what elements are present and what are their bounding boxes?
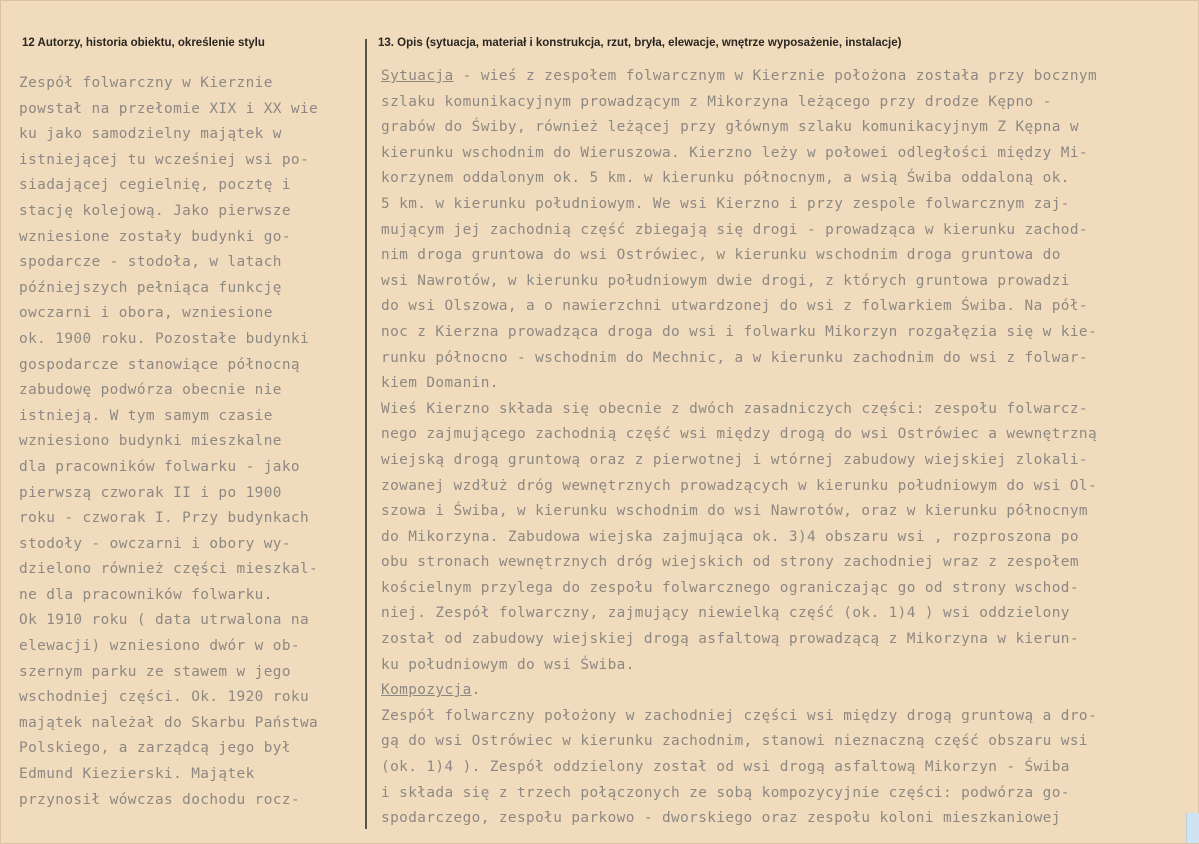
text-line <box>381 678 1193 704</box>
text-line: pierwszą czworak II i po 1900 <box>19 484 282 501</box>
text-line: wiejską drogą gruntową oraz z pierwotnej i wtórnej zabudowy wiejskiej zlokali- <box>381 451 1088 468</box>
text-line: spodarcze - stodoła, w latach <box>19 254 282 271</box>
text-line: szlaku komunikacyjnym prowadzącym z Mikorzyna leżącego przy drodze Kępno - <box>381 93 1052 110</box>
text-line: nego zajmującego zachodnią część wsi między drogą do wsi Ostrówiec a wewnętrzną <box>381 426 1098 443</box>
text-line: istnieją. W tym samym czasie <box>19 407 273 424</box>
text-line: kościelnym przylega do zespołu folwarcznego ograniczając go od strony wschod- <box>381 579 1079 596</box>
left-section-header: 12 Autorzy, historia obiektu, określenie stylu <box>22 37 265 49</box>
text-line: został od zabudowy wiejskiej drogą asfaltową prowadzącą z Mikorzyna w kierun- <box>381 631 1079 648</box>
text-line: przynosił wówczas dochodu rocz- <box>19 791 300 808</box>
text-line: do Mikorzyna. Zabudowa wiejska zajmująca ok. 3)4 obszaru wsi , rozproszona po <box>381 528 1079 545</box>
text-line: szowa i Świba, w kierunku wschodnim do wsi Nawrotów, oraz w kierunku północnym <box>381 503 1088 520</box>
text-line: owczarni i obora, wzniesione <box>19 305 273 322</box>
text-line: do wsi Olszowa, a o nawierzchni utwardzonej do wsi z folwarkiem Świba. Na pół- <box>381 298 1088 315</box>
text-line: ne dla pracowników folwarku. <box>19 586 273 603</box>
text-line: roku - czworak I. Przy budynkach <box>19 510 310 527</box>
text-line: wschodniej części. Ok. 1920 roku <box>19 689 310 706</box>
text-line: zowanej wzdłuż dróg wewnętrznych prowadzących w kierunku południowym do wsi Ol- <box>381 477 1098 494</box>
text-line: majątek należał do Skarbu Państwa <box>19 714 319 731</box>
composition-paragraph <box>381 704 1193 832</box>
text-line: runku północno - wschodnim do Mechnic, a w kierunku zachodnim do wsi z folwar- <box>381 349 1088 366</box>
text-line: Zespół folwarczny położony w zachodniej części wsi między drogą gruntową a dro- <box>381 707 1098 724</box>
text-line: Ok 1910 roku ( data utrwalona na <box>19 612 310 629</box>
text-line: i składa się z trzech połączonych ze sobą kompozycyjnie części: podwórza go- <box>381 784 1070 801</box>
text-line: Polskiego, a zarządcą jego był <box>19 740 291 757</box>
text-line-rest: - wieś z zespołem folwarcznym w Kierznie położona została przy bocznym <box>453 68 1098 84</box>
text-line: kiem Domanin. <box>381 375 499 392</box>
history-text <box>19 71 359 813</box>
text-line: Zespół folwarczny w Kierznie <box>19 75 273 91</box>
text-line: kierunku wschodnim do Wieruszowa. Kierzno leży w połowei odległości między Mi- <box>381 144 1088 161</box>
text-line: gą do wsi Ostrówiec w kierunku zachodnim, stanowi nieznaczną część obszaru wsi <box>381 733 1088 750</box>
text-line: stodoły - owczarni i obory wy- <box>19 535 291 552</box>
text-line: stację kolejową. Jako pierwsze <box>19 202 291 219</box>
column-divider <box>365 39 367 829</box>
text-line: niej. Zespół folwarczny, zajmujący niewielką część (ok. 1)4 ) wsi oddzielony <box>381 605 1070 622</box>
situation-heading: Sytuacja <box>381 68 454 84</box>
text-line: Wieś Kierzno składa się obecnie z dwóch zasadniczych części: zespołu folwarcz- <box>381 400 1088 417</box>
description-text <box>381 64 1193 832</box>
text-line: wsi Nawrotów, w kierunku południowym dwie drogi, z których gruntowa prowadzi <box>381 272 1070 289</box>
text-line: ok. 1900 roku. Pozostałe budynki <box>19 330 310 347</box>
text-line: szernym parku ze stawem w jego <box>19 663 291 680</box>
text-line: wzniesione zostały budynki go- <box>19 228 291 245</box>
text-line: istniejącej tu wcześniej wsi po- <box>19 151 310 168</box>
text-line: dla pracowników folwarku - jako <box>19 458 300 475</box>
text-line: powstał na przełomie XIX i XX wie <box>19 100 319 117</box>
text-line: noc z Kierzna prowadząca droga do wsi i folwarku Mikorzyn rozgałęzia się w kie- <box>381 323 1098 340</box>
text-line: grabów do Świby, również leżącej przy głównym szlaku komunikacyjnym Z Kępna w <box>381 119 1079 136</box>
text-line: zabudowę podwórza obecnie nie <box>19 382 282 399</box>
corner-sticker <box>1186 813 1199 843</box>
text-line: (ok. 1)4 ). Zespół oddzielony został od wsi drogą asfaltową Mikorzyn - Świba <box>381 759 1070 776</box>
text-line <box>381 64 1193 90</box>
text-line: wzniesiono budynki mieszkalne <box>19 433 282 450</box>
text-line: ku południowym do wsi Świba. <box>381 656 635 673</box>
text-line: 5 km. w kierunku południowym. We wsi Kierzno i przy zespole folwarcznym zaj- <box>381 195 1070 212</box>
text-line: spodarczego, zespołu parkowo - dworskiego oraz zespołu koloni mieszkaniowej <box>381 810 1061 827</box>
text-line: elewacji) wzniesiono dwór w ob- <box>19 638 300 655</box>
heading-suffix: . <box>471 682 481 699</box>
text-line: późniejszych pełniąca funkcję <box>19 279 282 296</box>
situation-paragraph <box>381 90 1193 679</box>
text-line: ku jako samodzielny majątek w <box>19 126 282 143</box>
text-line: siadającej cegielnię, pocztę i <box>19 177 291 194</box>
text-line: mującym jej zachodnią część zbiegają się drogi - prowadząca w kierunku zachod- <box>381 221 1088 238</box>
right-section-header: 13. Opis (sytuacja, materiał i konstrukcja, rzut, bryła, elewacje, wnętrze wyposażenie, instalacje) <box>378 37 902 49</box>
text-line: nim droga gruntowa do wsi Ostrówiec, w kierunku wschodnim droga gruntowa do <box>381 247 1061 264</box>
text-line: korzynem oddalonym ok. 5 km. w kierunku północnym, a wsią Świba oddaloną ok. <box>381 170 1070 187</box>
text-line: obu stronach wewnętrznych dróg wiejskich od strony zachodniej wraz z zespołem <box>381 554 1079 571</box>
text-line: Edmund Kiezierski. Majątek <box>19 766 255 783</box>
text-line: gospodarcze stanowiące północną <box>19 356 300 373</box>
composition-heading: Kompozycja <box>381 682 472 699</box>
text-line: dzielono również części mieszkal- <box>19 561 319 578</box>
